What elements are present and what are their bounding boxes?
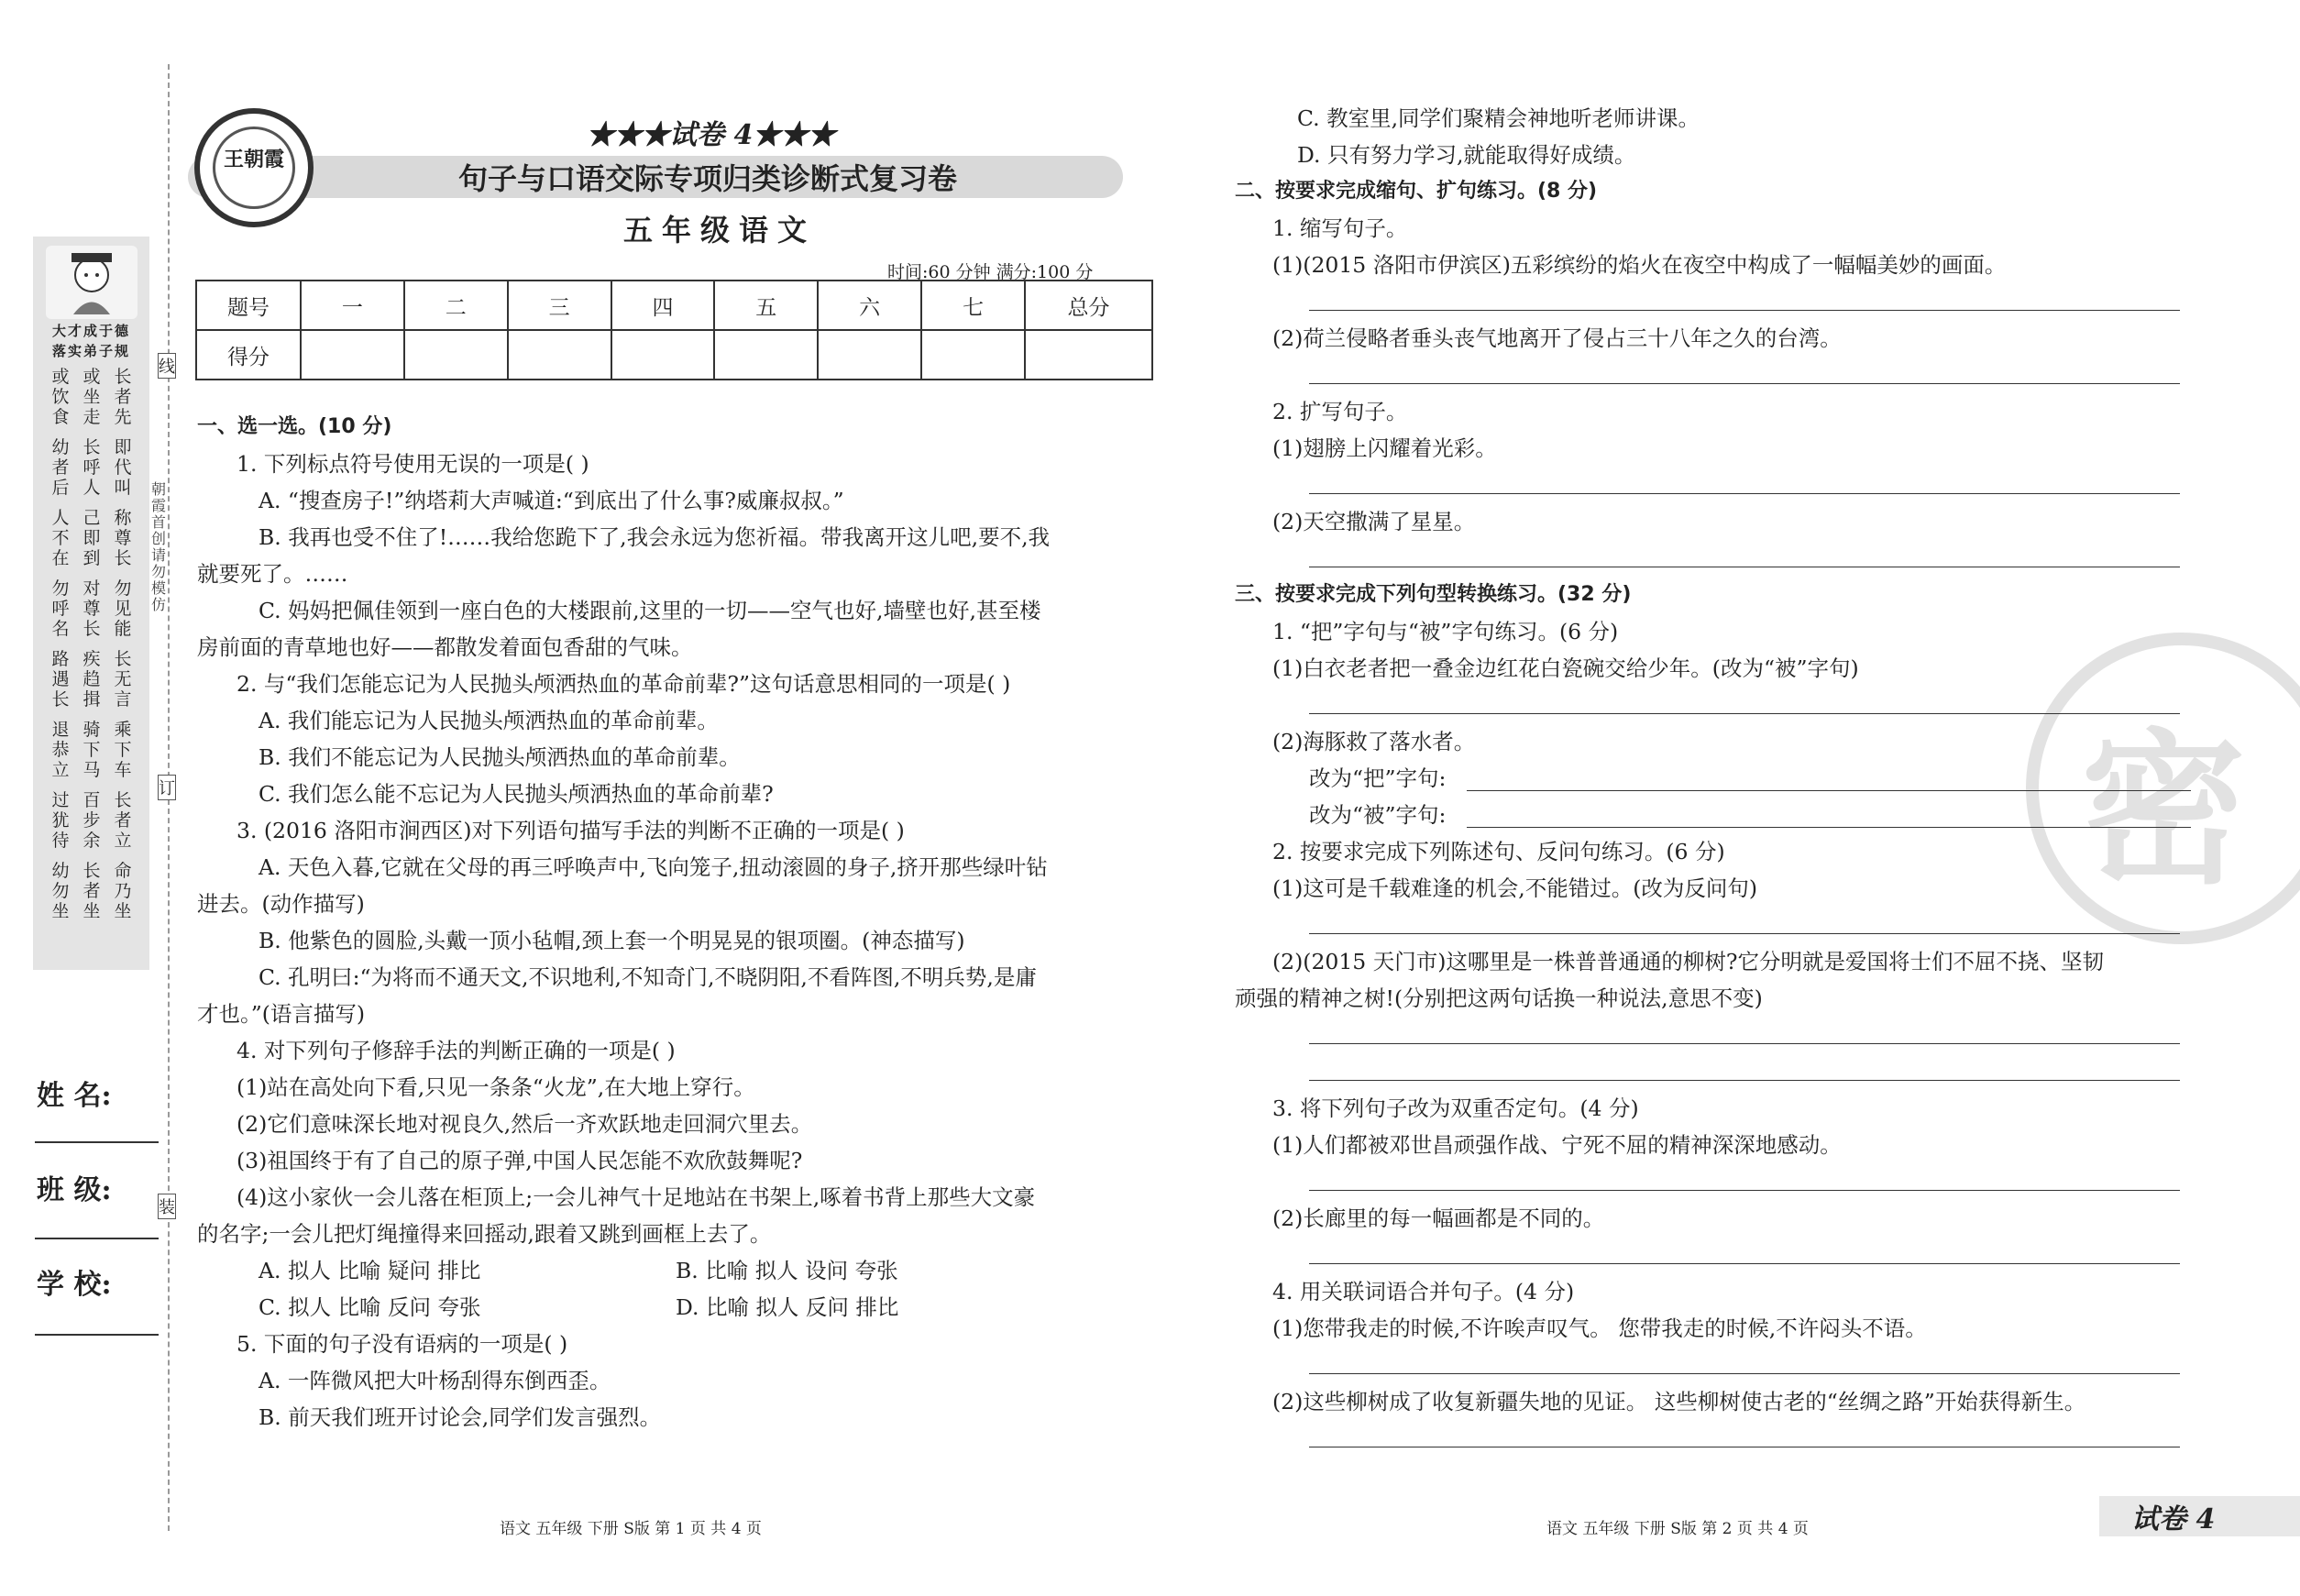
- answer-line[interactable]: [1309, 1190, 2180, 1191]
- option-line: 进去。(动作描写): [197, 891, 365, 917]
- score-header-row: [196, 281, 1152, 330]
- question-stem: 2. 与“我们怎能忘记为人民抛头颅洒热血的革命前辈?”这句话意思相同的一项是( ): [237, 671, 1011, 697]
- cut-mark-1: 线: [158, 353, 176, 379]
- page-title: 句子与口语交际专项归类诊断式复习卷: [458, 161, 958, 196]
- sentence-line: (2)荷兰侵略者垂头丧气地离开了侵占三十八年之久的台湾。: [1272, 325, 1842, 351]
- option-line: 就要死了。……: [197, 561, 348, 587]
- answer-prompt: 改为“把”字句:: [1309, 765, 1447, 791]
- rule-entry: 乘下车: [114, 720, 132, 780]
- answer-prompt: 改为“被”字句:: [1309, 802, 1447, 828]
- time-score-info: 时间:60 分钟 满分:100 分: [887, 262, 1094, 282]
- question-stem: 4. 对下列句子修辞手法的判断正确的一项是( ): [237, 1038, 676, 1063]
- option-line: C. 教室里,同学们聚精会神地听老师讲课。: [1297, 105, 1700, 131]
- cut-mark-2: 订: [158, 775, 176, 800]
- rule-entry: 长者先: [114, 367, 132, 427]
- answer-line[interactable]: [1309, 933, 2180, 934]
- score-input[interactable]: [404, 330, 508, 380]
- rule-entry: 命乃坐: [114, 861, 132, 921]
- option-line: A. 我们能忘记为人民抛头颅洒热血的革命前辈。: [259, 708, 719, 733]
- score-cell: 六: [818, 281, 921, 330]
- section-heading: 二、按要求完成缩句、扩句练习。(8 分): [1235, 180, 1598, 203]
- question-stem: 4. 用关联词语合并句子。(4 分): [1272, 1279, 1575, 1304]
- sentence-line: 顽强的精神之树!(分别把这两句话换一种说法,意思不变): [1235, 985, 1763, 1011]
- option-line: B. 我们不能忘记为人民抛头颅洒热血的革命前辈。: [259, 744, 741, 770]
- answer-line[interactable]: [1309, 310, 2180, 311]
- subject-title: 五年级语文: [623, 213, 817, 248]
- rule-entry: 疾趋揖: [83, 649, 101, 710]
- sentence-line: (1)翅膀上闪耀着光彩。: [1272, 435, 1497, 461]
- page-footer-left: 语文 五年级 下册 S版 第 1 页 共 4 页: [500, 1520, 762, 1538]
- sentence-line: (1)您带我走的时候,不许唉声叹气。 您带我走的时候,不许闷头不语。: [1272, 1315, 1927, 1341]
- sentence-line: (2)海豚救了落水者。: [1272, 729, 1476, 754]
- name-field[interactable]: [35, 1141, 159, 1143]
- section-heading: 三、按要求完成下列句型转换练习。(32 分): [1235, 583, 1632, 606]
- question-stem: 3. (2016 洛阳市涧西区)对下列语句描写手法的判断不正确的一项是( ): [237, 818, 905, 843]
- rule-entry: 长呼人: [83, 437, 101, 498]
- rule-entry: 对尊长: [83, 578, 101, 639]
- question-stem: 2. 按要求完成下列陈述句、反问句练习。(6 分): [1272, 839, 1725, 864]
- question-stem: 1. 下列标点符号使用无误的一项是( ): [237, 451, 589, 477]
- option-line: A. “搜查房子!”纳塔莉大声喊道:“到底出了什么事?威廉叔叔。”: [259, 488, 844, 513]
- question-stem: 5. 下面的句子没有语病的一项是( ): [237, 1331, 568, 1357]
- option-line: A. 一阵微风把大叶杨刮得东倒西歪。: [259, 1368, 611, 1393]
- question-stem: 2. 扩写句子。: [1272, 399, 1408, 424]
- motto-line-2: 落实弟子规: [51, 343, 130, 359]
- score-cell: 三: [508, 281, 611, 330]
- answer-line[interactable]: [1309, 383, 2180, 384]
- rule-entry: 幼勿坐: [51, 861, 70, 921]
- score-cell: 总分: [1025, 281, 1152, 330]
- cartoon-boy-icon: [46, 246, 138, 319]
- score-input[interactable]: [1025, 330, 1152, 380]
- option-line: 房前面的青草地也好——都散发着面包香甜的气味。: [197, 634, 693, 660]
- copyright-vertical: 朝霞首创 请勿模仿: [150, 480, 166, 613]
- rule-entry: 退恭立: [51, 720, 70, 780]
- score-table: [195, 280, 1153, 380]
- logo-text: 王朝霞: [213, 127, 295, 209]
- question-stem: 1. “把”字句与“被”字句练习。(6 分): [1272, 619, 1619, 644]
- rule-entry: 称尊长: [114, 508, 132, 568]
- option-line: B. 比喻 拟人 设问 夸张: [676, 1258, 898, 1283]
- sentence-line: (1)人们都被邓世昌顽强作战、宁死不屈的精神深深地感动。: [1272, 1132, 1842, 1158]
- rule-entry: 路遇长: [51, 649, 70, 710]
- rule-entry: 长无言: [114, 649, 132, 710]
- rule-entry: 即代叫: [114, 437, 132, 498]
- score-value-row: [196, 330, 1152, 380]
- sentence-line: (2)天空撒满了星星。: [1272, 509, 1476, 534]
- answer-line[interactable]: [1309, 1263, 2180, 1264]
- option-line: B. 我再也受不住了!……我给您跪下了,我会永远为您祈福。带我离开这儿吧,要不,我: [259, 524, 1051, 550]
- cut-mark-3: 装: [158, 1194, 176, 1219]
- score-input[interactable]: [508, 330, 611, 380]
- score-cell: 七: [921, 281, 1025, 330]
- question-stem: 3. 将下列句子改为双重否定句。(4 分): [1272, 1095, 1639, 1121]
- answer-line[interactable]: [1309, 1080, 2180, 1081]
- section-heading: 一、选一选。(10 分): [197, 415, 392, 438]
- school-field[interactable]: [35, 1334, 159, 1336]
- rule-entry: 或坐走: [83, 367, 101, 427]
- option-line: C. 我们怎么能不忘记为人民抛头颅洒热血的革命前辈?: [259, 781, 774, 807]
- answer-line[interactable]: [1467, 790, 2191, 791]
- option-line: A. 拟人 比喻 疑问 排比: [259, 1258, 481, 1283]
- score-input[interactable]: [921, 330, 1025, 380]
- option-line: B. 前天我们班开讨论会,同学们发言强烈。: [259, 1404, 662, 1430]
- score-cell: 二: [404, 281, 508, 330]
- score-cell: 五: [714, 281, 818, 330]
- stamp-glyph: 密: [2081, 715, 2247, 907]
- question-stem: 1. 缩写句子。: [1272, 215, 1408, 241]
- sentence-line: (3)祖国终于有了自己的原子弹,中国人民怎能不欢欣鼓舞呢?: [237, 1148, 803, 1173]
- sentence-line: (4)这小家伙一会儿落在柜顶上;一会儿神气十足地站在书架上,啄着书背上那些大文豪: [237, 1184, 1036, 1210]
- answer-line[interactable]: [1309, 493, 2180, 494]
- paper-number: ★★★试卷 4★★★: [587, 119, 836, 151]
- page-footer-right: 语文 五年级 下册 S版 第 2 页 共 4 页: [1546, 1520, 1809, 1538]
- sentence-line: 的名字;一会儿把灯绳撞得来回摇动,跟着又跳到画框上去了。: [197, 1221, 772, 1247]
- answer-line[interactable]: [1309, 1043, 2180, 1044]
- option-line: B. 他紫色的圆脸,头戴一顶小毡帽,颈上套一个明晃晃的银项圈。(神态描写): [259, 928, 965, 953]
- rule-entry: 幼者后: [51, 437, 70, 498]
- score-cell: 题号: [196, 281, 301, 330]
- corner-badge-text: 试卷 4: [2131, 1503, 2216, 1535]
- rule-entry: 勿呼名: [51, 578, 70, 639]
- answer-line[interactable]: [1309, 1373, 2180, 1374]
- school-label: 学 校:: [37, 1269, 112, 1301]
- option-line: C. 孔明曰:“为将而不通天文,不识地利,不知奇门,不晓阴阳,不看阵图,不明兵势,是庸: [259, 964, 1037, 990]
- option-line: C. 妈妈把佩佳领到一座白色的大楼跟前,这里的一切——空气也好,墙壁也好,甚至楼: [259, 598, 1041, 623]
- sentence-line: (2)长廊里的每一幅画都是不同的。: [1272, 1205, 1605, 1231]
- answer-line[interactable]: [1309, 713, 2180, 714]
- name-label: 姓 名:: [37, 1080, 112, 1112]
- sentence-line: (1)站在高处向下看,只见一条条“火龙”,在大地上穿行。: [237, 1074, 755, 1100]
- rule-entry: 长者坐: [83, 861, 101, 921]
- sentence-line: (2)(2015 天门市)这哪里是一株普普通通的柳树?它分明就是爱国将士们不屈不挠、坚韧: [1272, 949, 2104, 974]
- option-line: A. 天色入暮,它就在父母的再三呼唤声中,飞向笼子,扭动滚圆的身子,挤开那些绿叶钻: [259, 854, 1048, 880]
- class-label: 班 级:: [37, 1174, 112, 1206]
- rule-entry: 人不在: [51, 508, 70, 568]
- sentence-line: (2)这些柳树成了收复新疆失地的见证。 这些柳树使古老的“丝绸之路”开始获得新生。: [1272, 1389, 2086, 1414]
- sentence-line: (1)这可是千载难逢的机会,不能错过。(改为反问句): [1272, 875, 1758, 901]
- score-input[interactable]: [714, 330, 818, 380]
- score-input[interactable]: [818, 330, 921, 380]
- rule-entry: 己即到: [83, 508, 101, 568]
- rule-entry: 过犹待: [51, 790, 70, 851]
- option-line: D. 比喻 拟人 反问 排比: [676, 1294, 899, 1320]
- score-input[interactable]: [611, 330, 715, 380]
- option-line: 才也。”(语言描写): [197, 1001, 366, 1027]
- brand-logo: [194, 108, 314, 227]
- motto-line-1: 大才成于德: [51, 323, 130, 339]
- rule-entry: 勿见能: [114, 578, 132, 639]
- rule-entry: 骑下马: [83, 720, 101, 780]
- class-field[interactable]: [35, 1238, 159, 1239]
- answer-line[interactable]: [1467, 827, 2191, 828]
- rule-entry: 百步余: [83, 790, 101, 851]
- score-cell: 四: [611, 281, 715, 330]
- sentence-line: (1)(2015 洛阳市伊滨区)五彩缤纷的焰火在夜空中构成了一幅幅美妙的画面。: [1272, 252, 2007, 278]
- option-line: D. 只有努力学习,就能取得好成绩。: [1297, 142, 1636, 168]
- option-line: C. 拟人 比喻 反问 夸张: [259, 1294, 481, 1320]
- rule-entry: 或饮食: [51, 367, 70, 427]
- sentence-line: (2)它们意味深长地对视良久,然后一齐欢跃地走回洞穴里去。: [237, 1111, 813, 1137]
- sentence-line: (1)白衣老者把一叠金边红花白瓷碗交给少年。(改为“被”字句): [1272, 655, 1859, 681]
- score-cell: 一: [301, 281, 404, 330]
- rule-entry: 长者立: [114, 790, 132, 851]
- score-input[interactable]: [301, 330, 404, 380]
- score-label-cell: 得分: [196, 330, 301, 380]
